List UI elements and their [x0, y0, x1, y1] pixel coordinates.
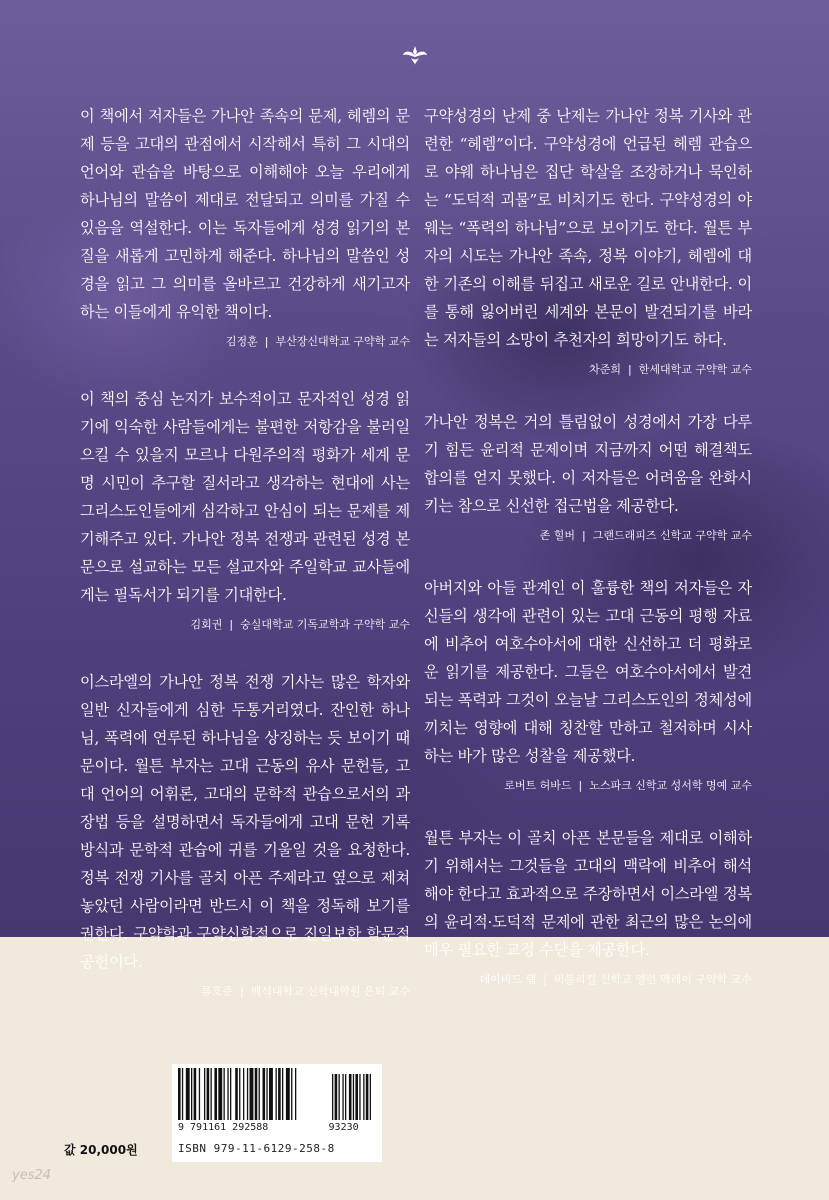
endorser-name: 차준희 — [589, 363, 622, 376]
barcode-addon-digits: 93230 — [328, 1122, 359, 1133]
separator: | — [543, 973, 547, 986]
watermark-logo: yes24 — [12, 1168, 52, 1183]
endorsement-text: 이 책에서 저자들은 가나안 족속의 문제, 헤렘의 문제 등을 고대의 관점에서 시작해서 특히 그 시대의 언어와 관습을 바탕으로 이해해야 오늘 우리에게 하나님의 말씀이 제대로 전달되고 의미를 가질 수 있음을 역설한다. 이는 독자들에게 성경 읽기의 본질을 새롭게 고민하게 해준다. 하나님의 말씀인 성경을 읽고 그 의미를 올바르고 건강하게 새기고자 하는 이들에게 유익한 책이다. — [80, 107, 410, 321]
endorsement-text: 월튼 부자는 이 골치 아픈 본문들을 제대로 이해하기 위해서는 그것들을 고대의 맥락에 비추어 해석해야 한다고 효과적으로 주장하면서 이스라엘 정복의 윤리적·도덕적 문제에 관한 최근의 많은 논의에 매우 필요한 교정 수단을 제공한다. — [424, 829, 752, 959]
separator: | — [578, 779, 583, 792]
separator: | — [264, 335, 269, 348]
endorsement-block — [80, 385, 410, 633]
isbn-number: ISBN 979-11-6129-258-8 — [178, 1142, 335, 1155]
endorsement-block — [424, 102, 752, 378]
endorsement-attribution — [424, 528, 752, 544]
endorser-affiliation: 한세대학교 구약학 교수 — [638, 363, 752, 376]
endorsement-block — [424, 408, 752, 544]
left-endorsement-column — [80, 102, 410, 1000]
endorsement-attribution — [424, 972, 752, 988]
endorser-name: 김정훈 — [225, 335, 258, 348]
barcode-main-digits: 9 791161 292588 — [178, 1122, 269, 1133]
separator: | — [240, 985, 244, 998]
separator: | — [628, 363, 632, 376]
endorsement-block — [80, 668, 410, 1000]
endorsement-attribution — [80, 617, 410, 633]
endorser-affiliation: 그랜드래피즈 신학교 구약학 교수 — [592, 529, 752, 542]
fleur-ornament-icon — [400, 44, 430, 66]
separator: | — [582, 529, 586, 542]
endorser-name: 류호준 — [201, 985, 234, 998]
endorsement-block — [424, 824, 752, 988]
endorsement-attribution — [424, 362, 752, 378]
right-endorsement-column — [424, 102, 752, 988]
endorser-name: 존 힐버 — [539, 529, 576, 542]
endorser-affiliation: 백석대학교 신학대학원 은퇴 교수 — [250, 985, 410, 998]
endorser-name: 데이비드 램 — [479, 973, 537, 986]
endorsement-attribution — [80, 334, 410, 350]
endorser-affiliation: 부산장신대학교 구약학 교수 — [275, 335, 410, 348]
separator: | — [229, 618, 234, 631]
endorsement-text: 구약성경의 난제 중 난제는 가나안 정복 기사와 관련한 “헤렘”이다. 구약성경에 언급된 헤렘 관습으로 야웨 하나님은 집단 학살을 조장하거나 묵인하는 “도덕적 괴물”로 비치기도 한다. 구약성경의 야웨는 “폭력의 하나님”으로 보이기도 한다. 월튼 부자의 시도는 가나안 족속, 정복 이야기, 헤렘에 대한 기존의 이해를 뒤집고 새로운 길로 안내한다. 이를 통해 잃어버린 세계와 본문이 발견되기를 바라는 저자들의 소망이 추천자의 희망이기도 하다. — [424, 107, 752, 349]
endorser-affiliation: 숭실대학교 기독교학과 구약학 교수 — [240, 618, 410, 631]
endorsement-text: 이스라엘의 가나안 정복 전쟁 기사는 많은 학자와 일반 신자들에게 심한 두통거리였다. 잔인한 하나님, 폭력에 연루된 하나님을 상징하는 듯 보이기 때문이다. 월튼 부자는 고대 근동의 유사 문헌들, 고대 언어의 어휘론, 고대의 문학적 관습으로서의 과장법 등을 설명하면서 독자들에게 고대 문헌 기록 방식과 문학적 관습에 귀를 기울일 것을 요청한다. 정복 전쟁 기사를 골치 아픈 주제라고 옆으로 제쳐놓았던 사람이라면 반드시 이 책을 정독해 보기를 권한다. 구약학과 구약신학적으로 진일보한 학문적 공헌이다. — [80, 673, 410, 971]
barcode-digits — [178, 1122, 378, 1133]
price-label: 값 20,000원 — [64, 1143, 138, 1157]
endorsement-text: 아버지와 아들 관계인 이 훌륭한 책의 저자들은 자신들의 생각에 관련이 있는 고대 근동의 평행 자료에 비추어 여호수아서에 대한 신선하고 더 평화로운 읽기를 제공한다. 그들은 여호수아서에서 발견되는 폭력과 그것이 오늘날 그리스도인의 정체성에 끼치는 영향에 대해 칭찬할 만하고 철저하며 시사하는 바가 많은 성찰을 제공했다. — [424, 579, 752, 765]
endorsement-block — [424, 574, 752, 794]
barcode-bars-icon — [172, 1064, 382, 1124]
endorsement-attribution — [80, 984, 410, 1000]
endorser-affiliation: 비블리컬 신학교 앨런 맥레이 구약학 교수 — [553, 973, 752, 986]
endorsement-text: 이 책의 중심 논지가 보수적이고 문자적인 성경 읽기에 익숙한 사람들에게는 불편한 저항감을 불러일으킬 수 있을지 모르나 다원주의적 평화가 세계 문명 시민이 추구할 질서라고 생각하는 현대에 사는 그리스도인들에게 심각하고 안심이 되는 문제를 제기해주고 있다. 가나안 정복 전쟁과 관련된 성경 본문으로 설교하는 모든 설교자와 주일학교 교사들에게는 필독서가 되기를 기대한다. — [80, 390, 410, 604]
endorsement-text: 가나안 정복은 거의 틀림없이 성경에서 가장 다루기 힘든 윤리적 문제이며 지금까지 어떤 해결책도 합의를 얻지 못했다. 이 저자들은 어려움을 완화시키는 참으로 신선한 접근법을 제공한다. — [424, 413, 752, 515]
endorser-name: 김회권 — [190, 618, 223, 631]
endorsement-block — [80, 102, 410, 350]
endorsement-attribution — [424, 778, 752, 794]
endorser-name: 로버트 허바드 — [504, 779, 572, 792]
endorser-affiliation: 노스파크 신학교 성서학 명예 교수 — [589, 779, 752, 792]
